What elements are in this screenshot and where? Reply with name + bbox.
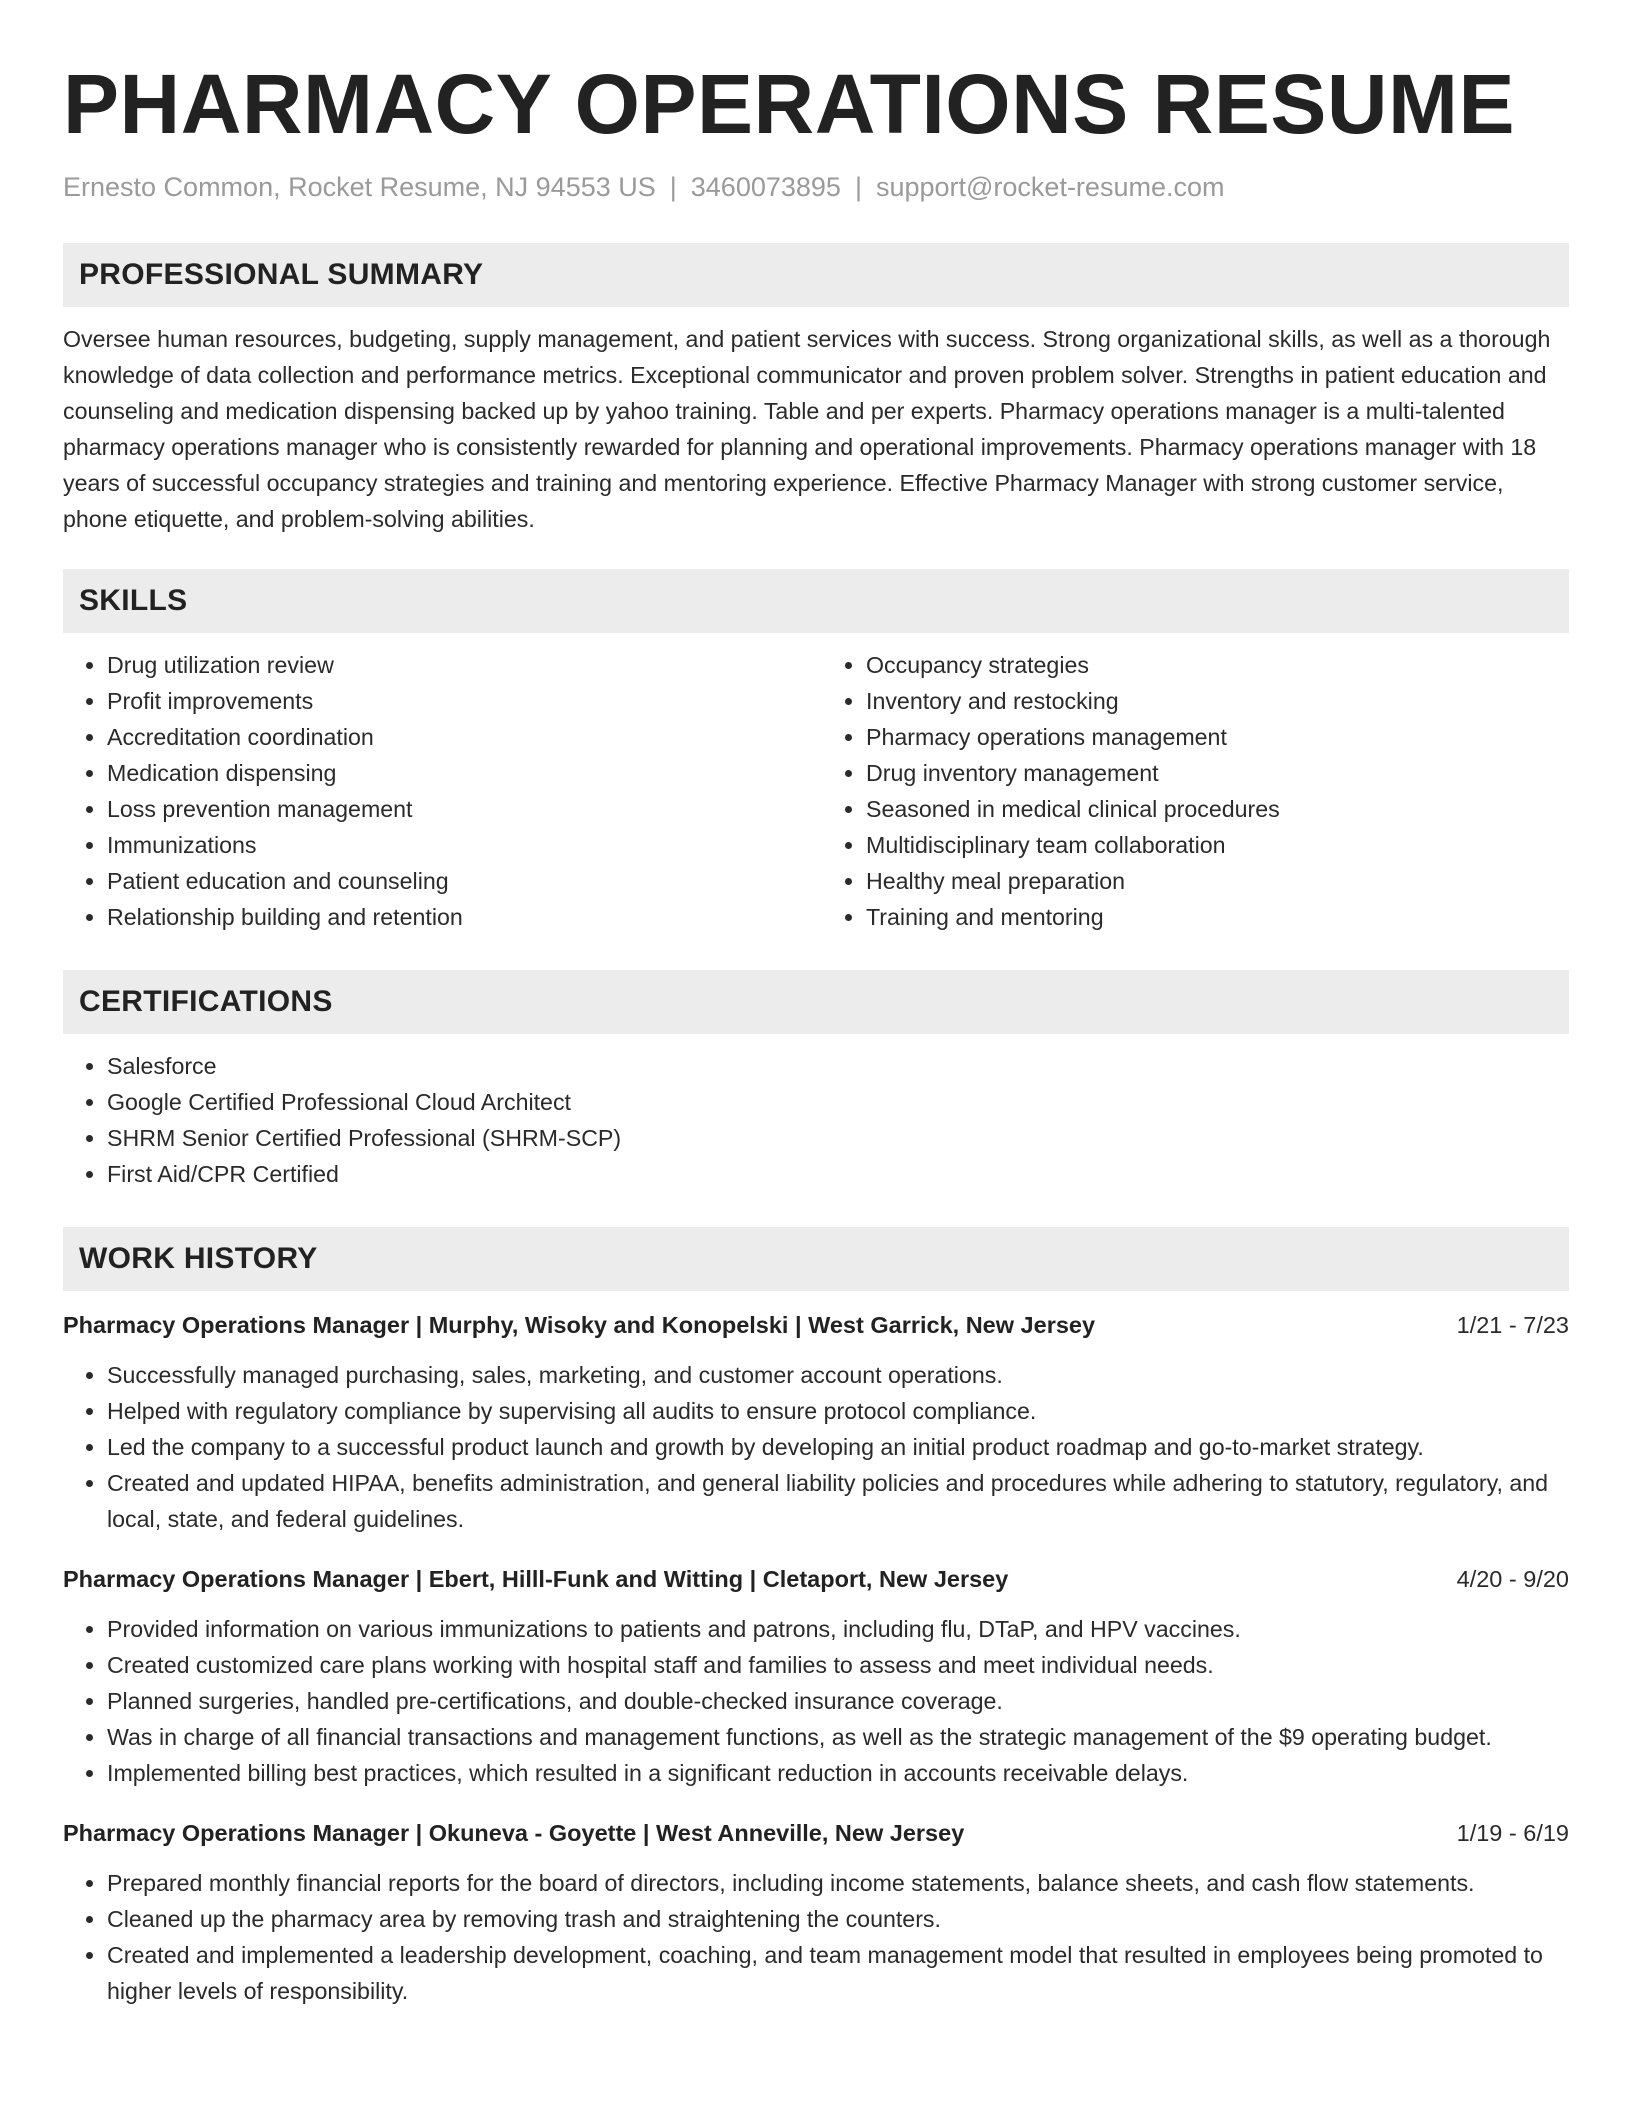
job-bullets bbox=[63, 1865, 1569, 2009]
skills-section bbox=[63, 569, 1569, 935]
job-bullet: • Successfully managed purchasing, sales, marketing, and customer account operations. bbox=[107, 1357, 1569, 1393]
certifications-section bbox=[63, 970, 1569, 1192]
contact-email: support@rocket-resume.com bbox=[875, 172, 1225, 202]
job-header bbox=[63, 1563, 1569, 1595]
job-bullet: • Provided information on various immunizations to patients and patrons, including flu, DTaP, and HPV vaccines. bbox=[107, 1611, 1569, 1647]
skill-item: • Pharmacy operations management bbox=[866, 719, 1569, 755]
skill-item: • Multidisciplinary team collaboration bbox=[866, 827, 1569, 863]
summary-text: Oversee human resources, budgeting, supply management, and patient services with success. Strong organizational skills, as well as a thorough knowledge of data collection and performance metrics. Exceptional communicator and proven problem solver. Strengths in patient education and counseling and medication dispensing backed up by yahoo training. Table and per experts. Pharmacy operations manager is a multi-talented pharmacy operations manager who is consistently rewarded for planning and operational improvements. Pharmacy operations manager with 18 years of successful occupancy strategies and training and mentoring experience. Effective Pharmacy Manager with strong customer service, phone etiquette, and problem-solving abilities. bbox=[63, 326, 1551, 532]
skill-item: • Occupancy strategies bbox=[866, 647, 1569, 683]
skill-item: • Relationship building and retention bbox=[107, 899, 816, 935]
skill-item: • Inventory and restocking bbox=[866, 683, 1569, 719]
job-bullet: • Helped with regulatory compliance by supervising all audits to ensure protocol compliance. bbox=[107, 1393, 1569, 1429]
job-bullet: • Prepared monthly financial reports for the board of directors, including income statements, balance sheets, and cash flow statements. bbox=[107, 1865, 1569, 1901]
job-bullet: • Implemented billing best practices, which resulted in a significant reduction in accounts receivable delays. bbox=[107, 1755, 1569, 1791]
skill-item: • Profit improvements bbox=[107, 683, 816, 719]
contact-address: Ernesto Common, Rocket Resume, NJ 94553 US bbox=[63, 172, 656, 202]
summary-section bbox=[63, 243, 1569, 537]
job-bullets bbox=[63, 1611, 1569, 1791]
job-title: Pharmacy Operations Manager | Ebert, Hilll-Funk and Witting | Cletaport, New Jersey bbox=[63, 1566, 1009, 1592]
work-history-section bbox=[63, 1227, 1569, 2009]
skill-item: • Loss prevention management bbox=[107, 791, 816, 827]
skill-item: • Seasoned in medical clinical procedures bbox=[866, 791, 1569, 827]
skills-list-right bbox=[816, 647, 1569, 935]
contact-separator: | bbox=[854, 172, 862, 202]
skill-item: • Healthy meal preparation bbox=[866, 863, 1569, 899]
job-header bbox=[63, 1817, 1569, 1849]
contact-separator: | bbox=[669, 172, 677, 202]
certifications-list bbox=[63, 1048, 1569, 1192]
job-header bbox=[63, 1309, 1569, 1341]
job-bullet: • Created and implemented a leadership development, coaching, and team management model that resulted in employees being promoted to higher levels of responsibility. bbox=[107, 1937, 1569, 2009]
certifications-heading: CERTIFICATIONS bbox=[63, 970, 1569, 1034]
job-entry bbox=[63, 1309, 1569, 1537]
job-dates: 1/21 - 7/23 bbox=[1456, 1312, 1569, 1338]
skill-item: • Drug utilization review bbox=[107, 647, 816, 683]
skill-item: • Immunizations bbox=[107, 827, 816, 863]
job-title: Pharmacy Operations Manager | Murphy, Wisoky and Konopelski | West Garrick, New Jersey bbox=[63, 1312, 1096, 1338]
contact-line bbox=[63, 170, 1569, 204]
job-bullet: • Created and updated HIPAA, benefits administration, and general liability policies and procedures while adhering to statutory, regulatory, and local, state, and federal guidelines. bbox=[107, 1465, 1569, 1537]
job-dates: 1/19 - 6/19 bbox=[1456, 1820, 1569, 1846]
skill-item: • Patient education and counseling bbox=[107, 863, 816, 899]
skill-item: • Training and mentoring bbox=[866, 899, 1569, 935]
work-history-heading: WORK HISTORY bbox=[63, 1227, 1569, 1291]
certification-item: • Google Certified Professional Cloud Architect bbox=[107, 1084, 1569, 1120]
resume-title: PHARMACY OPERATIONS RESUME bbox=[63, 57, 1516, 151]
certification-item: • First Aid/CPR Certified bbox=[107, 1156, 1569, 1192]
job-bullets bbox=[63, 1357, 1569, 1537]
skills-list-left bbox=[63, 647, 816, 935]
skill-item: • Medication dispensing bbox=[107, 755, 816, 791]
job-entry bbox=[63, 1817, 1569, 2009]
skills-heading: SKILLS bbox=[63, 569, 1569, 633]
job-bullet: • Planned surgeries, handled pre-certifications, and double-checked insurance coverage. bbox=[107, 1683, 1569, 1719]
job-bullet: • Created customized care plans working with hospital staff and families to assess and meet individual needs. bbox=[107, 1647, 1569, 1683]
skill-item: • Accreditation coordination bbox=[107, 719, 816, 755]
job-entry bbox=[63, 1563, 1569, 1791]
contact-phone: 3460073895 bbox=[690, 172, 841, 202]
certification-item: • SHRM Senior Certified Professional (SHRM-SCP) bbox=[107, 1120, 1569, 1156]
summary-heading: PROFESSIONAL SUMMARY bbox=[63, 243, 1569, 307]
job-bullet: • Was in charge of all financial transactions and management functions, as well as the strategic management of the $9 operating budget. bbox=[107, 1719, 1569, 1755]
job-title: Pharmacy Operations Manager | Okuneva - Goyette | West Anneville, New Jersey bbox=[63, 1820, 965, 1846]
job-bullet: • Cleaned up the pharmacy area by removing trash and straightening the counters. bbox=[107, 1901, 1569, 1937]
skill-item: • Drug inventory management bbox=[866, 755, 1569, 791]
certification-item: • Salesforce bbox=[107, 1048, 1569, 1084]
job-dates: 4/20 - 9/20 bbox=[1456, 1566, 1569, 1592]
job-bullet: • Led the company to a successful product launch and growth by developing an initial product roadmap and go-to-market strategy. bbox=[107, 1429, 1569, 1465]
skills-grid bbox=[63, 647, 1569, 935]
